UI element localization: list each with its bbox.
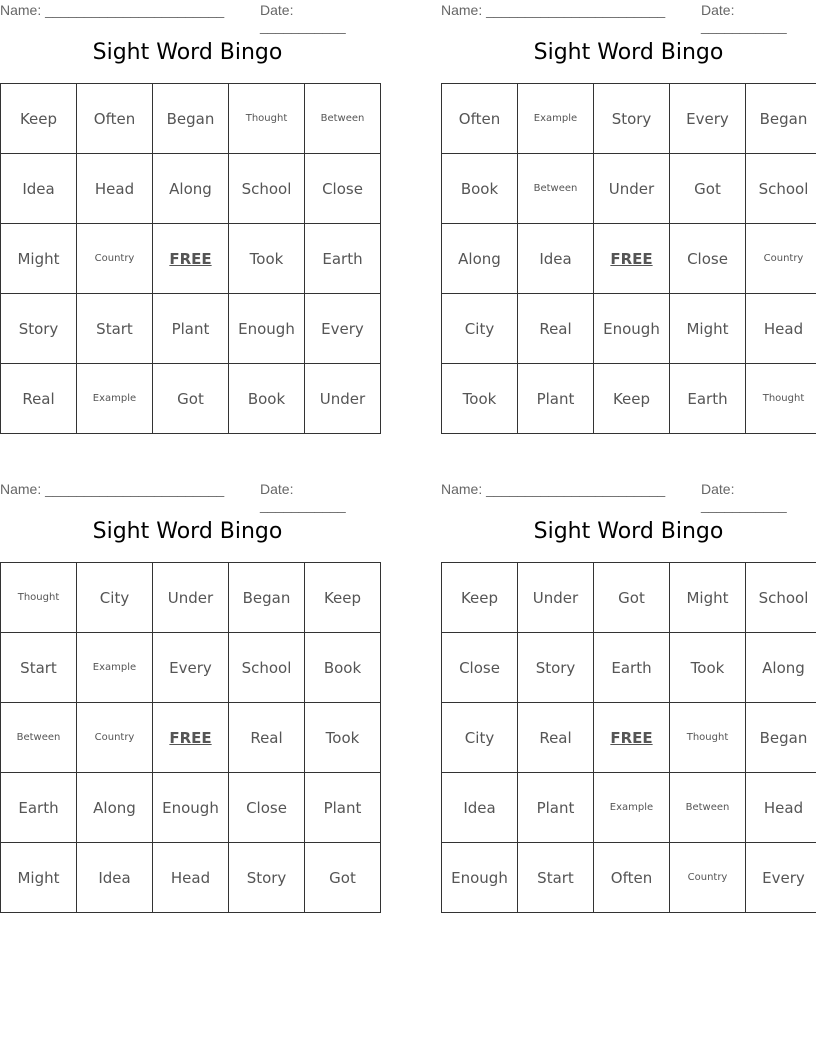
bingo-cell: Book	[442, 154, 518, 224]
grid-row	[1, 563, 381, 633]
bingo-cell: Close	[442, 633, 518, 703]
bingo-cell: Often	[594, 843, 670, 913]
bingo-cell: Example	[518, 84, 594, 154]
bingo-cell: Took	[305, 703, 381, 773]
bingo-cell: Got	[670, 154, 746, 224]
bingo-cell: Country	[77, 224, 153, 294]
bingo-cell: Real	[229, 703, 305, 773]
bingo-cell: Close	[229, 773, 305, 843]
grid-row	[1, 633, 381, 703]
bingo-cell: Book	[305, 633, 381, 703]
name-date-row	[0, 481, 375, 513]
bingo-cell: School	[746, 154, 816, 224]
grid-row	[442, 703, 816, 773]
bingo-cell: Keep	[1, 84, 77, 154]
bingo-cell: Keep	[305, 563, 381, 633]
bingo-grid	[441, 562, 816, 913]
bingo-cell: Might	[1, 843, 77, 913]
bingo-cell: City	[442, 294, 518, 364]
name-field: Name: _______________________	[441, 2, 666, 18]
bingo-cell: Under	[305, 364, 381, 434]
date-field: Date: ___________	[260, 2, 346, 34]
bingo-cell: Earth	[305, 224, 381, 294]
bingo-cell: Keep	[594, 364, 670, 434]
bingo-cell: Story	[518, 633, 594, 703]
grid-row	[442, 294, 816, 364]
bingo-cell: Took	[229, 224, 305, 294]
bingo-cell: Enough	[229, 294, 305, 364]
bingo-cell: Enough	[442, 843, 518, 913]
card-title: Sight Word Bingo	[92, 40, 283, 65]
name-date-row	[441, 2, 816, 34]
bingo-cell: Plant	[518, 773, 594, 843]
bingo-cell: Every	[305, 294, 381, 364]
bingo-cell: Thought	[746, 364, 816, 434]
bingo-cell: Idea	[77, 843, 153, 913]
bingo-cell: Earth	[594, 633, 670, 703]
bingo-grid	[0, 562, 381, 913]
date-field: Date: ___________	[701, 481, 787, 513]
bingo-cell: School	[746, 563, 816, 633]
bingo-cell: Start	[518, 843, 594, 913]
bingo-cell: Every	[746, 843, 816, 913]
bingo-cell: School	[229, 154, 305, 224]
free-space: FREE	[153, 224, 229, 294]
bingo-cell: Plant	[305, 773, 381, 843]
bingo-cell: Country	[670, 843, 746, 913]
bingo-cell: Might	[1, 224, 77, 294]
bingo-cell: Enough	[153, 773, 229, 843]
bingo-cell: Took	[670, 633, 746, 703]
bingo-cell: Start	[1, 633, 77, 703]
bingo-cell: Close	[670, 224, 746, 294]
bingo-cell: School	[229, 633, 305, 703]
bingo-cell: Between	[1, 703, 77, 773]
bingo-cell: Story	[229, 843, 305, 913]
name-field: Name: _______________________	[0, 481, 225, 497]
bingo-cell: Country	[746, 224, 816, 294]
bingo-cell: Story	[1, 294, 77, 364]
grid-row	[1, 843, 381, 913]
bingo-cell: Every	[153, 633, 229, 703]
bingo-cell: Story	[594, 84, 670, 154]
grid-row	[1, 224, 381, 294]
free-space: FREE	[594, 703, 670, 773]
bingo-cell: Example	[77, 364, 153, 434]
grid-row	[442, 773, 816, 843]
bingo-cell: Book	[229, 364, 305, 434]
bingo-card	[0, 0, 375, 440]
name-date-row	[441, 481, 816, 513]
bingo-cell: Close	[305, 154, 381, 224]
grid-row	[1, 773, 381, 843]
bingo-cell: Under	[594, 154, 670, 224]
grid-row	[442, 224, 816, 294]
bingo-cell: Along	[77, 773, 153, 843]
name-date-row	[0, 2, 375, 34]
grid-row	[442, 364, 816, 434]
bingo-cell: Might	[670, 294, 746, 364]
bingo-cell: Along	[746, 633, 816, 703]
bingo-cell: Between	[518, 154, 594, 224]
bingo-cell: Began	[229, 563, 305, 633]
bingo-cell: Got	[305, 843, 381, 913]
bingo-cell: Plant	[153, 294, 229, 364]
bingo-cell: Real	[518, 294, 594, 364]
grid-row	[1, 294, 381, 364]
bingo-cell: Along	[153, 154, 229, 224]
grid-row	[1, 703, 381, 773]
bingo-cell: Thought	[229, 84, 305, 154]
bingo-cell: Head	[746, 773, 816, 843]
bingo-cell: Between	[305, 84, 381, 154]
date-field: Date: ___________	[260, 481, 346, 513]
date-field: Date: ___________	[701, 2, 787, 34]
bingo-cell: Keep	[442, 563, 518, 633]
bingo-cell: Head	[77, 154, 153, 224]
free-space: FREE	[594, 224, 670, 294]
free-space: FREE	[153, 703, 229, 773]
bingo-cell: Idea	[442, 773, 518, 843]
bingo-cell: Often	[77, 84, 153, 154]
bingo-cell: Under	[153, 563, 229, 633]
bingo-grid	[441, 83, 816, 434]
bingo-cell: Idea	[1, 154, 77, 224]
bingo-card	[441, 479, 816, 919]
bingo-cell: Example	[594, 773, 670, 843]
grid-row	[1, 154, 381, 224]
bingo-cell: Took	[442, 364, 518, 434]
bingo-cell: Real	[1, 364, 77, 434]
bingo-cell: Along	[442, 224, 518, 294]
bingo-cell: City	[442, 703, 518, 773]
bingo-cell: Example	[77, 633, 153, 703]
bingo-cell: Began	[746, 703, 816, 773]
bingo-cell: Began	[746, 84, 816, 154]
bingo-cell: Country	[77, 703, 153, 773]
bingo-cell: Often	[442, 84, 518, 154]
bingo-card	[0, 479, 375, 919]
bingo-cell: City	[77, 563, 153, 633]
bingo-cell: Real	[518, 703, 594, 773]
bingo-cell: Idea	[518, 224, 594, 294]
grid-row	[442, 563, 816, 633]
name-field: Name: _______________________	[441, 481, 666, 497]
grid-row	[442, 633, 816, 703]
grid-row	[442, 154, 816, 224]
card-title: Sight Word Bingo	[92, 519, 283, 544]
card-title: Sight Word Bingo	[533, 519, 724, 544]
bingo-grid	[0, 83, 381, 434]
grid-row	[442, 843, 816, 913]
bingo-cell: Between	[670, 773, 746, 843]
bingo-cell: Might	[670, 563, 746, 633]
bingo-card	[441, 0, 816, 440]
grid-row	[1, 84, 381, 154]
bingo-cell: Began	[153, 84, 229, 154]
bingo-cell: Earth	[1, 773, 77, 843]
grid-row	[1, 364, 381, 434]
name-field: Name: _______________________	[0, 2, 225, 18]
grid-row	[442, 84, 816, 154]
bingo-cell: Start	[77, 294, 153, 364]
bingo-cell: Earth	[670, 364, 746, 434]
card-title: Sight Word Bingo	[533, 40, 724, 65]
bingo-cell: Got	[594, 563, 670, 633]
bingo-cell: Head	[153, 843, 229, 913]
bingo-cell: Head	[746, 294, 816, 364]
bingo-cell: Got	[153, 364, 229, 434]
bingo-cell: Plant	[518, 364, 594, 434]
bingo-cell: Enough	[594, 294, 670, 364]
bingo-cell: Under	[518, 563, 594, 633]
bingo-cell: Thought	[1, 563, 77, 633]
bingo-cell: Every	[670, 84, 746, 154]
bingo-cell: Thought	[670, 703, 746, 773]
